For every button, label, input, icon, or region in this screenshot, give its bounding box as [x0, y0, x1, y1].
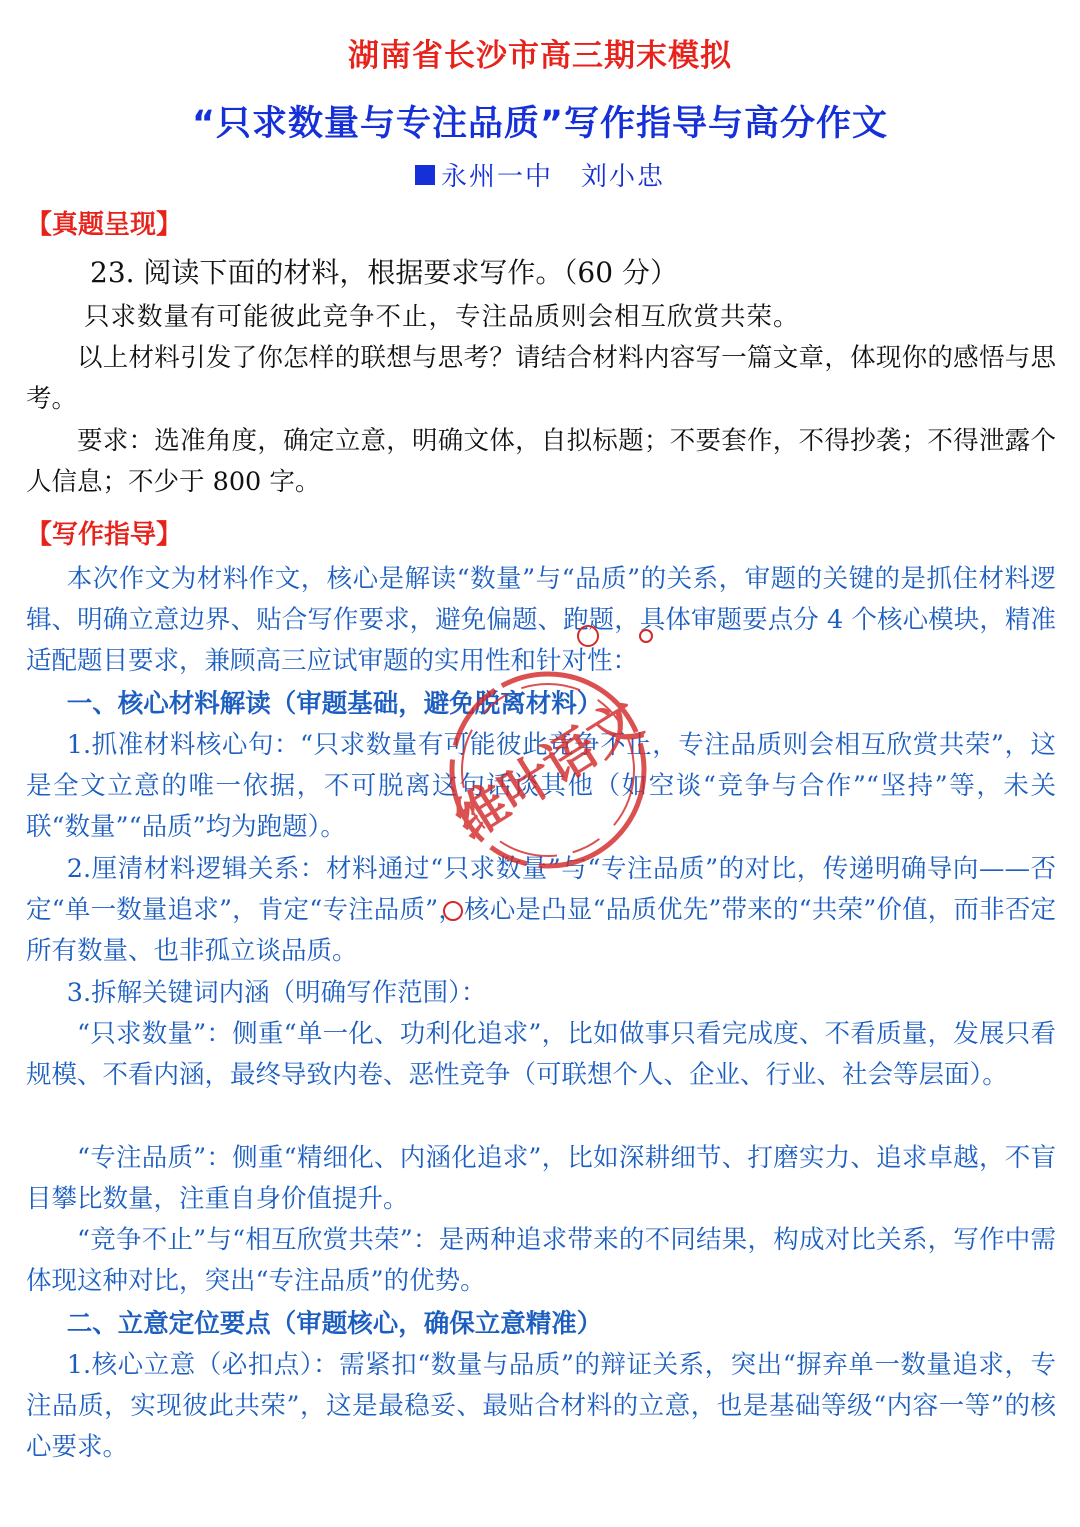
square-bullet-icon — [415, 165, 435, 185]
prompt-text: 以上材料引发了你怎样的联想与思考？请结合材料内容写一篇文章，体现你的感悟与思考。 — [26, 343, 1056, 414]
document-title: 湖南省长沙市高三期末模拟 — [348, 38, 732, 74]
stamp-text: 维叶语文 — [444, 690, 653, 852]
part1-title: 一、核心材料解读（审题基础，避免脱离材料） — [66, 689, 603, 719]
author-name: 永州一中 刘小忠 — [440, 162, 665, 192]
keyword-quality: “专注品质”：侧重“精细化、内涵化追求”，比如深耕细节、打磨实力、追求卓越，不盲目攀比数量，注重自身价值提升。 — [26, 1143, 1056, 1214]
keyword-quantity: “只求数量”：侧重“单一化、功利化追求”，比如做事只看完成度、不看质量，发展只看规模、不看内涵，最终导致内卷、恶性竞争（可联想个人、企业、行业、社会等层面）。 — [26, 1019, 1056, 1090]
document-subtitle: “只求数量与专注品质”写作指导与高分作文 — [191, 104, 888, 144]
section-heading-guide: 【写作指导】 — [26, 520, 183, 550]
guide-intro: 本次作文为材料作文，核心是解读“数量”与“品质”的关系，审题的关键的是抓住材料逻辑、明确立意边界、贴合写作要求，避免偏题、跑题，具体审题要点分 4 个核心模块，精准适配题目要求，兼顾高三应试审题的实用性和针对性： — [26, 564, 1056, 676]
stamp-speck-small-icon — [636, 626, 656, 646]
keyword-results: “竞争不止”与“相互欣赏共荣”：是两种追求带来的不同结果，构成对比关系，写作中需体现这种对比，突出“专注品质”的优势。 — [26, 1225, 1056, 1296]
author-line — [0, 156, 1080, 193]
question-line: 23. 阅读下面的材料，根据要求写作。（60 分） — [90, 256, 678, 289]
guide-point-1: 1.抓准材料核心句：“只求数量有可能彼此竞争不止，专注品质则会相互欣赏共荣”，这是全文立意的唯一依据，不可脱离这句话谈其他（如空谈“竞争与合作”“坚持”等，未关联“数量”“品质”均为跑题）。 — [26, 730, 1056, 842]
guide-point-3: 3.拆解关键词内涵（明确写作范围）： — [66, 978, 487, 1008]
stamp-speck-lower-icon — [440, 898, 466, 924]
section-heading-question: 【真题呈现】 — [26, 210, 183, 240]
material-text: 只求数量有可能彼此竞争不止，专注品质则会相互欣赏共荣。 — [84, 302, 800, 332]
guide-point-2: 2.厘清材料逻辑关系：材料通过“只求数量”与“专注品质”的对比，传递明确导向——否定“单一数量追求”，肯定“专注品质”，核心是凸显“品质优先”带来的“共荣”价值，而非否定所有数量、也非孤立谈品质。 — [26, 854, 1056, 966]
requirements-text: 要求：选准角度，确定立意，明确文体，自拟标题；不要套作，不得抄袭；不得泄露个人信息；不少于 800 字。 — [26, 426, 1056, 497]
part2-title: 二、立意定位要点（审题核心，确保立意精准） — [66, 1309, 603, 1339]
guide-point-core: 1.核心立意（必扣点）：需紧扣“数量与品质”的辩证关系，突出“摒弃单一数量追求，专注品质，实现彼此共荣”，这是最稳妥、最贴合材料的立意，也是基础等级“内容一等”的核心要求。 — [26, 1350, 1056, 1462]
stamp-speck-icon — [572, 622, 632, 662]
